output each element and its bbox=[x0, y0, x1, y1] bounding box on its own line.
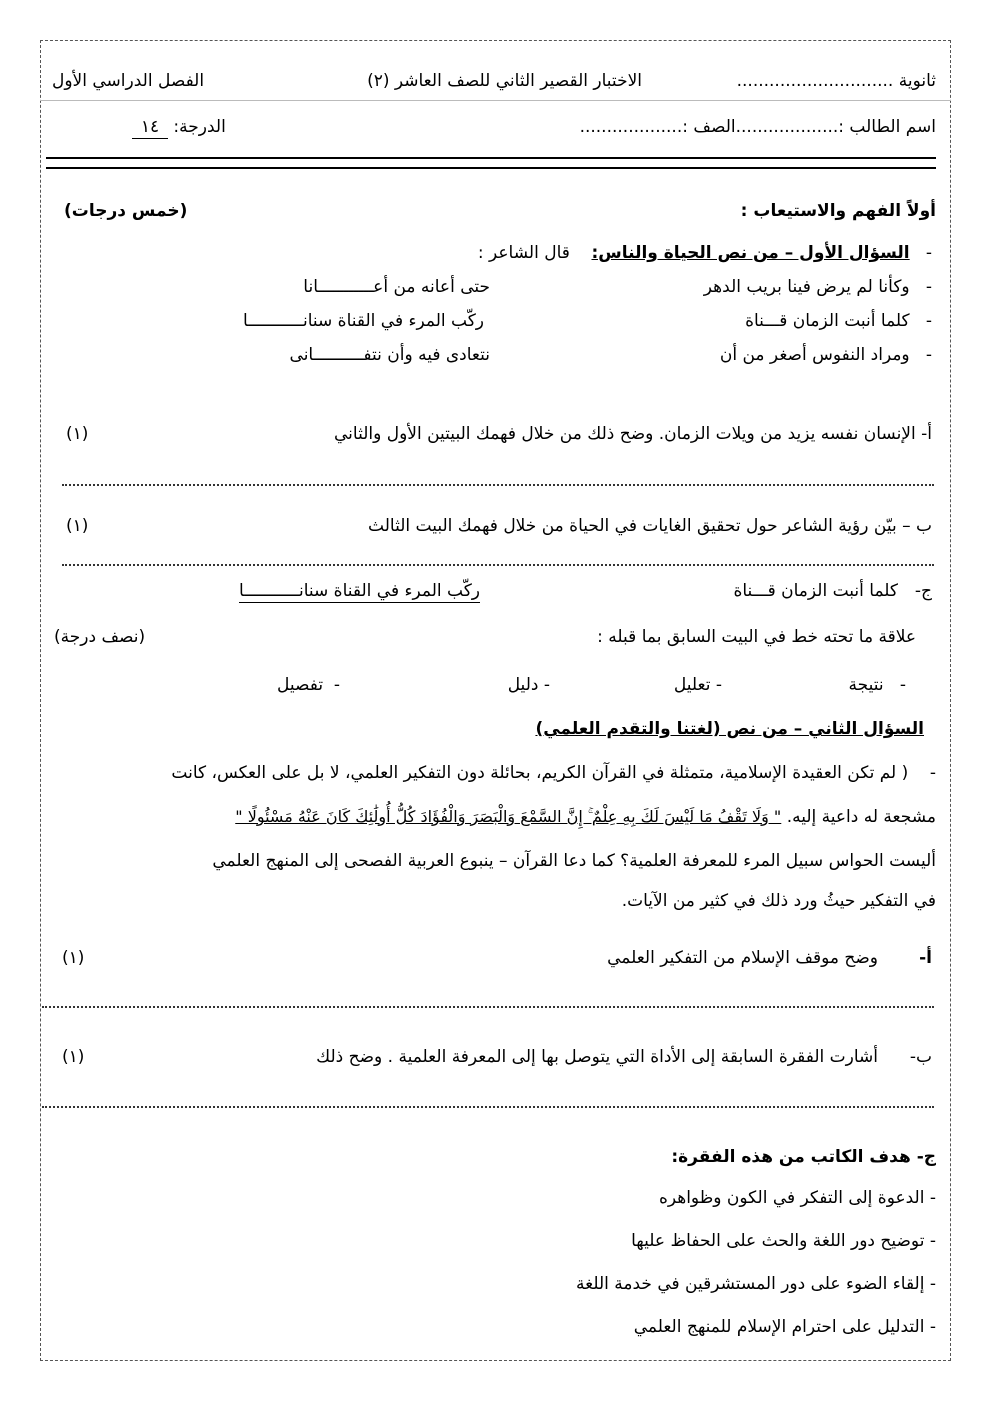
option-tafsil[interactable]: - تفصيل bbox=[276, 675, 340, 695]
goal-option-3[interactable]: - إلقاء الضوء على دور المستشرقين في خدمة اللغة bbox=[576, 1274, 936, 1294]
s1-question-c-verse-right: كلما أنبت الزمان قـــناة bbox=[733, 581, 898, 601]
q1-heading: - السؤال الأول – من نص الحياة والناس: قال الشاعر : bbox=[477, 243, 932, 263]
verse-2-right: - كلما أنبت الزمان قـــناة bbox=[745, 311, 932, 331]
passage-line-1: - ( لم تكن العقيدة الإسلامية، متمثلة في القرآن الكريم، بحائلة دون التفكير العلمي، لا بل على العكس، كانت bbox=[171, 763, 936, 783]
exam-title: الاختبار القصير الثاني للصف العاشر (٢) bbox=[367, 71, 642, 91]
s2-question-b-mark: (١) bbox=[62, 1047, 85, 1067]
answer-line[interactable] bbox=[42, 1006, 934, 1008]
s1-question-c-text: علاقة ما تحته خط في البيت السابق بما قبله : bbox=[597, 627, 916, 647]
q1-intro: قال الشاعر : bbox=[477, 243, 570, 263]
s1-question-a-mark: (١) bbox=[66, 424, 89, 444]
s1-question-c-mark: (نصف درجة) bbox=[54, 627, 146, 647]
header-divider bbox=[40, 100, 951, 101]
grade-box bbox=[132, 116, 226, 139]
answer-line[interactable] bbox=[62, 484, 934, 486]
verse-3-right: - ومراد النفوس أصغر من أن bbox=[719, 345, 932, 365]
s1-question-c-label: ج- bbox=[914, 581, 932, 601]
s2-question-b-label: ب- bbox=[909, 1047, 932, 1067]
grade-value: ١٤ bbox=[132, 116, 168, 139]
verse-3-left: نتعادى فيه وأن نتفــــــــــانى bbox=[289, 345, 490, 365]
s2-question-c-title: ج- هدف الكاتب من هذه الفقرة: bbox=[671, 1147, 936, 1167]
double-separator bbox=[46, 157, 936, 169]
goal-option-1[interactable]: - الدعوة إلى التفكر في الكون وظواهره bbox=[658, 1188, 936, 1208]
passage-line-3: أليست الحواس سبيل المرء للمعرفة العلمية؟ كما دعا القرآن – ينبوع العربية الفصحى إلى المنهج العلمي bbox=[212, 851, 936, 871]
student-name-field: اسم الطالب :...................الصف :................... bbox=[579, 117, 936, 137]
s2-question-b: أشارت الفقرة السابقة إلى الأداة التي يتوصل بها إلى المعرفة العلمية . وضح ذلك bbox=[316, 1047, 878, 1067]
verse-1-left: حتى أعانه من أعـــــــــــانا bbox=[303, 277, 490, 297]
q2-title: السؤال الثاني – من نص (لغتنا والتقدم العلمي) bbox=[535, 719, 924, 739]
passage-line-4: في التفكير حيثُ ورد ذلك في كثير من الآيات. bbox=[621, 891, 936, 911]
section1-title: أولاً الفهم والاستيعاب : bbox=[740, 201, 936, 221]
school-field: ثانوية ............................. bbox=[736, 71, 936, 91]
s1-question-b: ب – بيّن رؤية الشاعر حول تحقيق الغايات في الحياة من خلال فهمك البيت الثالث bbox=[368, 516, 932, 536]
answer-line[interactable] bbox=[62, 564, 934, 566]
s1-question-a: أ- الإنسان نفسه يزيد من ويلات الزمان. وضح ذلك من خلال فهمك البيتين الأول والثاني bbox=[334, 424, 932, 444]
verse-1-right: - وكأنا لم يرض فينا بريب الدهر bbox=[703, 277, 932, 297]
section1-marks: (خمس درجات) bbox=[64, 201, 188, 221]
goal-option-4[interactable]: - التدليل على احترام الإسلام للمنهج العلمي bbox=[633, 1317, 936, 1337]
s2-question-a-mark: (١) bbox=[62, 948, 85, 968]
s2-question-a-label: أ- bbox=[919, 948, 932, 968]
s2-question-a: وضح موقف الإسلام من التفكير العلمي bbox=[607, 948, 878, 968]
s1-question-c-verse-left: ركّب المرء في القناة سنانـــــــــــا bbox=[239, 581, 480, 601]
grade-label: الدرجة: bbox=[173, 117, 226, 137]
quran-verse: " وَلَا تَقْفُ مَا لَيْسَ لَكَ بِهِ عِلْمٌ ۚ إِنَّ السَّمْعَ وَالْبَصَرَ وَالْفُؤَادَ كُلُّ أُولَٰئِكَ كَانَ عَنْهُ مَسْئُولًا " bbox=[235, 807, 782, 826]
verse-2-left: ركّب المرء في القناة سنانـــــــــــا bbox=[243, 311, 484, 331]
option-natija[interactable]: - نتيجة bbox=[848, 675, 906, 695]
option-taalil[interactable]: - تعليل bbox=[673, 675, 722, 695]
answer-line[interactable] bbox=[42, 1106, 934, 1108]
passage-line-2: مشجعة له داعية إليه. " وَلَا تَقْفُ مَا لَيْسَ لَكَ بِهِ عِلْمٌ ۚ إِنَّ السَّمْعَ وَالْبَصَرَ وَالْفُؤَادَ كُلُّ أُولَٰئِكَ كَانَ عَنْهُ مَسْئُولًا " bbox=[235, 807, 936, 827]
option-dalil[interactable]: - دليل bbox=[507, 675, 550, 695]
s1-question-b-mark: (١) bbox=[66, 516, 89, 536]
semester-label: الفصل الدراسي الأول bbox=[52, 71, 205, 91]
goal-option-2[interactable]: - توضيح دور اللغة والحث على الحفاظ عليها bbox=[631, 1231, 936, 1251]
q1-title: السؤال الأول – من نص الحياة والناس: bbox=[591, 243, 910, 263]
